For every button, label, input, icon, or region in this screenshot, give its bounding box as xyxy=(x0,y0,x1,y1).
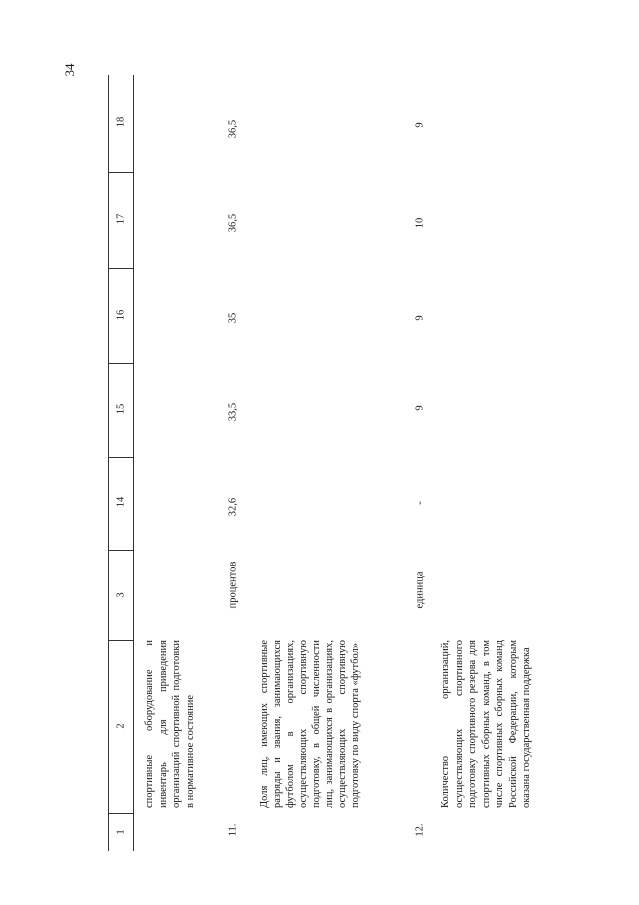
row-description: Количество организаций, осуществляющих спортивного подготовку спортивного резерва для спортивных сборных команд, в том числе спортивных сборных команд Российской Федерации, которым оказана государственная поддержка xyxy=(439,640,532,808)
col-header-16: 16 xyxy=(115,309,127,321)
row-value-18: 9 xyxy=(414,122,426,128)
col-header-15: 15 xyxy=(115,403,127,415)
row-value-14: 32,6 xyxy=(227,497,239,517)
row-value-16: 9 xyxy=(414,315,426,321)
row-value-17: 10 xyxy=(414,217,426,229)
row-unit: процентов xyxy=(227,561,239,609)
table-header-rule xyxy=(133,75,134,851)
col-header-2: 2 xyxy=(115,723,127,729)
col-header-17: 17 xyxy=(115,213,127,225)
row-description: спортивные оборудование и инвентарь для приведения организаций спортивной подготовки в нормативное состояние xyxy=(144,640,196,808)
col-sep xyxy=(108,457,133,458)
row-value-16: 35 xyxy=(227,312,239,324)
row-value-18: 36,5 xyxy=(227,119,239,139)
row-value-14: - xyxy=(414,501,426,505)
col-header-14: 14 xyxy=(115,496,127,508)
col-header-3: 3 xyxy=(115,592,127,598)
row-value-15: 33,5 xyxy=(227,402,239,422)
page-number: 34 xyxy=(62,63,77,77)
row-description: Доля лиц, имеющих спортивные разряды и звания, занимающихся футболом в организациях, осуществляющих спортивную подготовку, в общей численности лиц, занимающихся в организациях, осуществляющих спортивную подготовку по виду спорта «футбол» xyxy=(259,640,361,808)
col-sep xyxy=(108,640,133,641)
row-number: 11. xyxy=(227,823,239,837)
col-sep xyxy=(108,172,133,173)
table-top-rule xyxy=(108,75,109,851)
row-number: 12. xyxy=(414,823,426,837)
col-header-1: 1 xyxy=(115,829,127,835)
col-sep xyxy=(108,813,133,814)
col-sep xyxy=(108,268,133,269)
col-sep xyxy=(108,363,133,364)
row-unit: единица xyxy=(414,571,426,609)
col-sep xyxy=(108,550,133,551)
row-value-17: 36,5 xyxy=(227,213,239,233)
row-value-15: 9 xyxy=(414,405,426,411)
col-header-18: 18 xyxy=(115,116,127,128)
